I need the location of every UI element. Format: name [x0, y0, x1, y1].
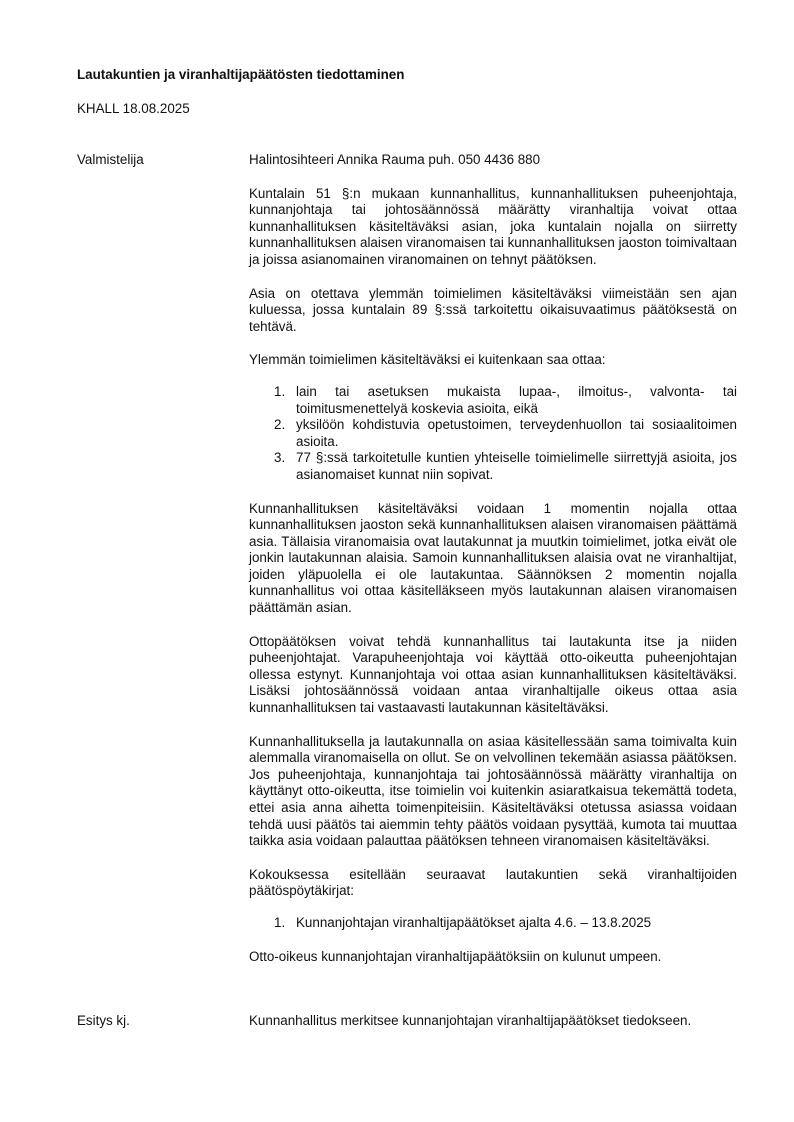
meeting-reference: KHALL 18.08.2025: [77, 101, 190, 116]
paragraph-5: Ottopäätöksen voivat tehdä kunnanhallitus tai lautakunta itse ja niiden puheenjohtajat. Varapuheenjohtaja voi käyttää otto-oikeutta puheenjohtajan ollessa estynyt. Kunnanjohtaja voi ottaa asian kunnanhallituksen käsiteltäväksi. Lisäksi johtosäännössä voidaan antaa viranhaltijalle oikeus ottaa asia kunnanhallituksen tai vastaavasti lautakunnan käsiteltäväksi.: [249, 633, 737, 716]
preparer-content: [249, 152, 737, 965]
proposal-section: [77, 1013, 737, 1033]
paragraph-2: Asia on otettava ylemmän toimielimen käsiteltäväksi viimeistään sen ajan kuluessa, jossa kuntalain 89 §:ssä tarkoitettu oikaisuvaatimus päätöksestä on tehtävä.: [249, 285, 737, 334]
proposal-text: Kunnanhallitus merkitsee kunnanjohtajan viranhaltijapäätökset tiedokseen.: [249, 1013, 692, 1028]
list-item: 1. lain tai asetuksen mukaista lupaa-, ilmoitus-, valvonta- tai toimitusmenettelyä koskevia asioita, eikä: [274, 383, 737, 416]
paragraph-4: Kunnanhallituksen käsiteltäväksi voidaan 1 momentin nojalla ottaa kunnanhallituksen jaoston sekä kunnanhallituksen alaisen viranomaisen päättämä asia. Tällaisia viranomaisia ovat lautakunnat ja muutkin toimielimet, jotka eivät ole jonkin lautakunnan alaisia. Samoin kunnanhallituksen alaisia ovat ne viranhaltijat, joiden yläpuolella ei ole lautakuntaa. Säännöksen 2 momentin nojalla kunnanhallitus voi ottaa käsitelläkseen myös lautakunnan alaisen viranomaisen päättämän asian.: [249, 500, 737, 616]
protocol-list: [249, 915, 737, 932]
paragraph-7: Kokouksessa esitellään seuraavat lautakuntien sekä viranhaltijoiden päätöspöytäkirjat:: [249, 866, 737, 899]
paragraph-1: Kuntalain 51 §:n mukaan kunnanhallitus, kunnanhallituksen puheenjohtaja, kunnanjohtaja tai johtosäännössä määrätty viranhaltija voivat ottaa kunnanhallituksen käsiteltäväksi asian, joka kuntalain nojalla on siirretty kunnanhallituksen alaisen viranomaisen tai kunnanhallituksen jaoston toimivaltaan ja joissa asianomainen viranomainen on tehnyt päätöksen.: [249, 185, 737, 267]
exception-list: [249, 384, 737, 484]
list-item: 1. Kunnanjohtajan viranhaltijapäätökset ajalta 4.6. – 13.8.2025: [274, 914, 652, 930]
document-title: Lautakuntien ja viranhaltijapäätösten tiedottaminen: [77, 67, 405, 82]
list-item: 2. yksilöön kohdistuvia opetustoimen, terveydenhuollon tai sosiaalitoimen asioita.: [274, 417, 737, 449]
proposal-label: Esitys kj.: [77, 1013, 130, 1028]
paragraph-6: Kunnanhallituksella ja lautakunnalla on asiaa käsitellessään sama toimivalta kuin alemmalla viranomaisella on ollut. Se on velvollinen tekemään asiassa päätöksen. Jos puheenjohtaja, kunnanjohtaja tai johtosäännössä määrätty viranhaltija on käyttänyt otto-oikeutta, itse toimielin voi kuitenkin asiaratkaisua tekemättä todeta, ettei asia anna aihetta toimenpiteisiin. Käsiteltäväksi otetussa asiassa voidaan tehdä uusi päätös tai aiemmin tehty päätös voidaan pysyttää, kumota tai muuttaa taikka asia voidaan palauttaa päätöksen tehneen viranomaisen käsiteltäväksi.: [249, 733, 737, 849]
paragraph-3: Ylemmän toimielimen käsiteltäväksi ei kuitenkaan saa ottaa:: [249, 352, 606, 368]
preparer-name: Halintosihteeri Annika Rauma puh. 050 4436 880: [249, 152, 541, 167]
preparer-section: [77, 152, 737, 1002]
paragraph-8: Otto-oikeus kunnanjohtajan viranhaltijapäätöksiin on kulunut umpeen.: [249, 948, 662, 964]
preparer-label: Valmistelija: [77, 152, 144, 167]
list-item: 3. 77 §:ssä tarkoitetulle kuntien yhteiselle toimielimelle siirrettyjä asioita, jos asianomaiset kunnat niin sopivat.: [274, 450, 737, 482]
